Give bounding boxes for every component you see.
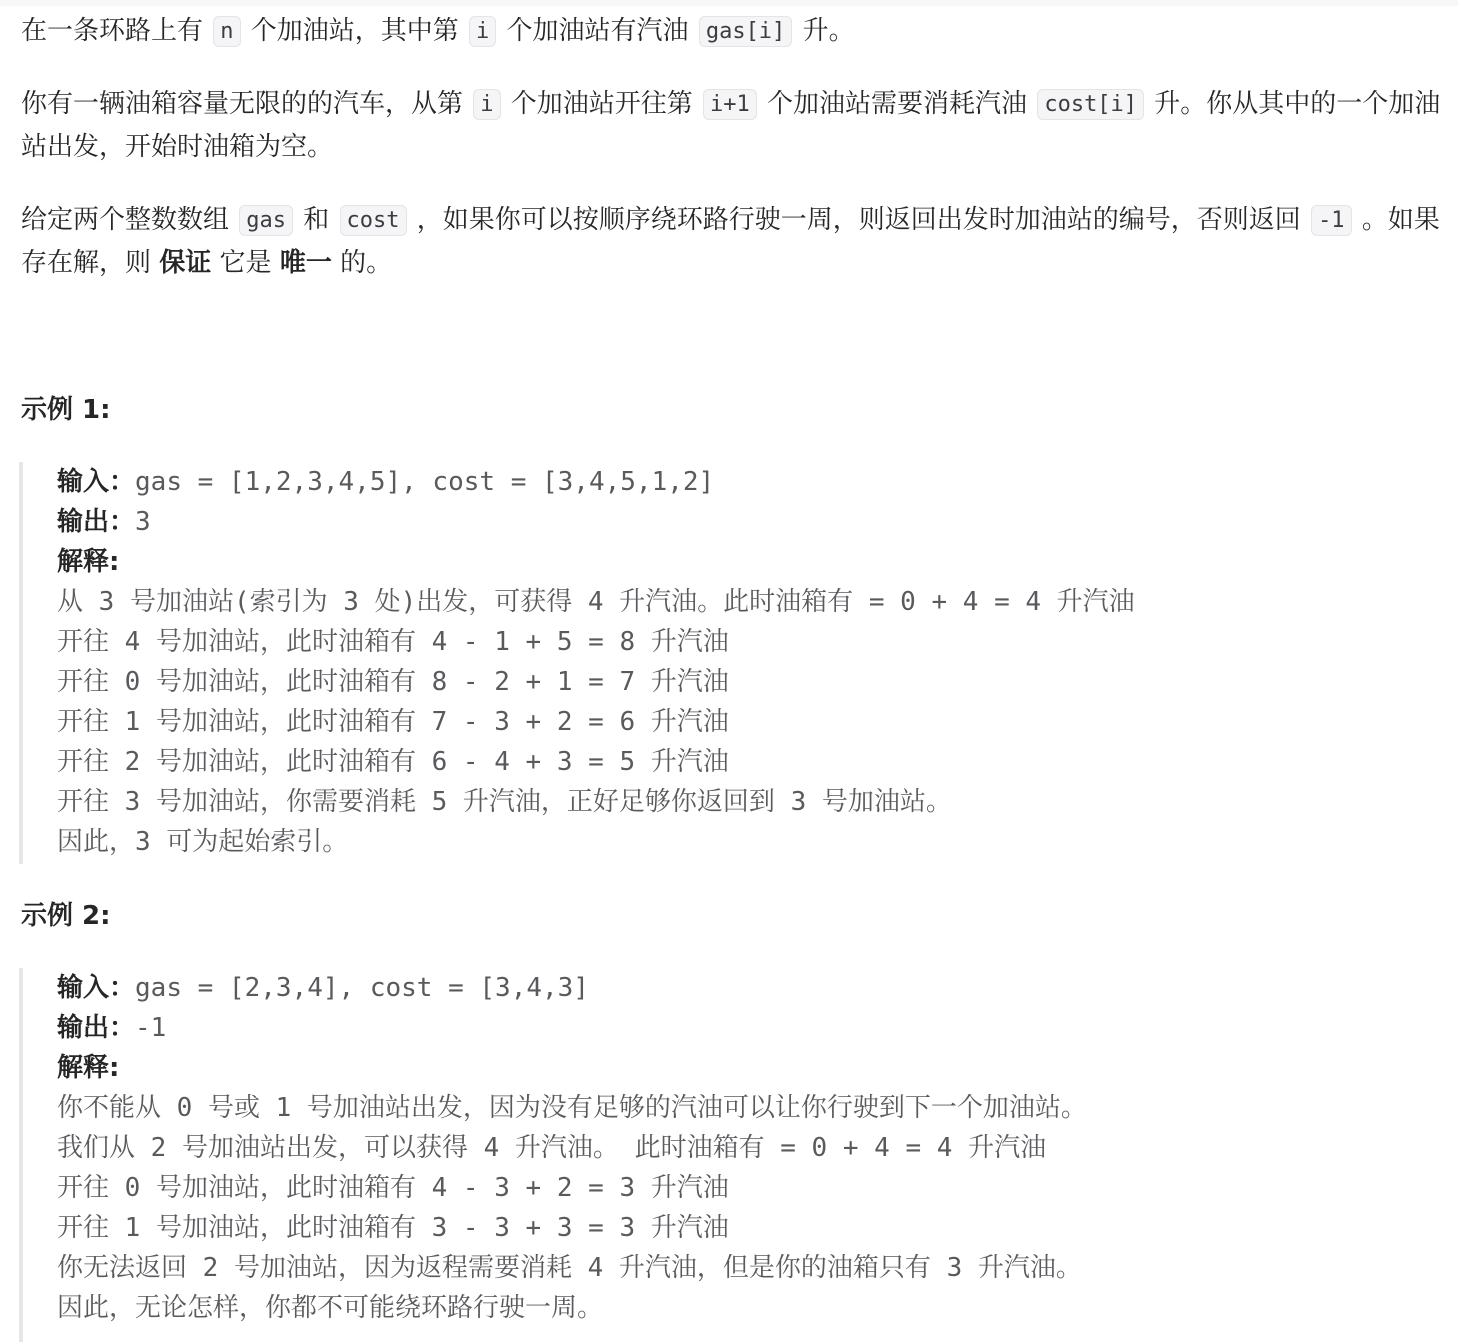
inline-code: cost[i] (1037, 89, 1144, 120)
input-label: 输入： (57, 467, 136, 497)
output-label: 输出： (57, 1013, 136, 1043)
explanation-line: 开往 4 号加油站，此时油箱有 4 - 1 + 5 = 8 升汽油 (57, 627, 729, 657)
text-run: 个加油站需要消耗汽油 (758, 89, 1036, 119)
inline-code: i+1 (703, 89, 757, 120)
text-run: 个加油站有汽油 (498, 16, 697, 46)
description-paragraph-3 (21, 199, 1441, 284)
explain-label: 解释: (57, 1053, 120, 1083)
explanation-line: 开往 1 号加油站，此时油箱有 3 - 3 + 3 = 3 升汽油 (57, 1213, 729, 1243)
example-1-block (19, 462, 1439, 864)
output-value: -1 (135, 1013, 167, 1043)
input-value: gas = [2,3,4], cost = [3,4,3] (135, 973, 589, 1003)
input-value: gas = [1,2,3,4,5], cost = [3,4,5,1,2] (135, 467, 715, 497)
text-run: ，如果你可以按顺序绕环路行驶一周，则返回出发时加油站的编号，否则返回 (408, 205, 1310, 235)
explanation-line: 开往 1 号加油站，此时油箱有 7 - 3 + 2 = 6 升汽油 (57, 707, 729, 737)
example-2-title: 示例 2: (21, 901, 111, 931)
description-paragraph-1 (21, 10, 1441, 53)
example-output-line (57, 502, 1439, 542)
explanation-line: 开往 0 号加油站，此时油箱有 4 - 3 + 2 = 3 升汽油 (57, 1173, 729, 1203)
top-divider (0, 0, 1458, 6)
explanation-line: 从 3 号加油站(索引为 3 处)出发，可获得 4 升汽油。此时油箱有 = 0 + 4 = 4 升汽油 (57, 587, 1135, 617)
inline-code: n (213, 16, 240, 47)
example-explain-line (57, 1048, 1439, 1088)
example-1-title: 示例 1: (21, 395, 111, 425)
text-run: 个加油站开往第 (502, 89, 702, 119)
inline-code: i (473, 89, 500, 120)
text-run: 它是 (211, 248, 280, 278)
output-label: 输出： (57, 507, 136, 537)
text-run: 个加油站，其中第 (242, 16, 468, 46)
explain-label: 解释: (57, 547, 120, 577)
text-run: 的。 (331, 248, 393, 278)
text-run: 和 (295, 205, 338, 235)
example-explain-line (57, 542, 1439, 582)
bold-text: 唯一 (279, 248, 332, 278)
explanation-line: 因此，3 可为起始索引。 (57, 827, 349, 857)
explanation-line: 开往 0 号加油站，此时油箱有 8 - 2 + 1 = 7 升汽油 (57, 667, 729, 697)
text-run: 。如果存在解，则 (21, 205, 1440, 278)
inline-code: cost (340, 205, 407, 236)
explanation-line: 开往 3 号加油站，你需要消耗 5 升汽油，正好足够你返回到 3 号加油站。 (57, 787, 952, 817)
description-paragraph-2 (21, 83, 1441, 168)
text-run: 升。 (794, 16, 855, 46)
explanation-line: 你不能从 0 号或 1 号加油站出发，因为没有足够的汽油可以让你行驶到下一个加油站。 (57, 1093, 1087, 1123)
explanation-line: 开往 2 号加油站，此时油箱有 6 - 4 + 3 = 5 升汽油 (57, 747, 729, 777)
inline-code: -1 (1311, 205, 1352, 236)
example-output-line (57, 1008, 1439, 1048)
bold-text: 保证 (159, 248, 212, 278)
inline-code: gas[i] (699, 16, 792, 47)
explanation-line: 因此，无论怎样，你都不可能绕环路行驶一周。 (57, 1293, 604, 1323)
explanation-line: 你无法返回 2 号加油站，因为返程需要消耗 4 升汽油，但是你的油箱只有 3 升汽油。 (57, 1253, 1082, 1283)
text-run: 升。你从其中的一个加油站出发，开始时油箱为空。 (21, 89, 1441, 162)
text-run: 在一条环路上有 (21, 16, 212, 46)
input-label: 输入： (57, 973, 136, 1003)
inline-code: i (469, 16, 496, 47)
text-run: 你有一辆油箱容量无限的的汽车，从第 (21, 89, 472, 119)
example-input-line (57, 462, 1439, 502)
explanation-line: 我们从 2 号加油站出发，可以获得 4 升汽油。 此时油箱有 = 0 + 4 = 4 升汽油 (57, 1133, 1047, 1163)
text-run: 给定两个整数数组 (21, 205, 238, 235)
output-value: 3 (135, 507, 151, 537)
example-input-line (57, 968, 1439, 1008)
inline-code: gas (239, 205, 293, 236)
example-2-block (19, 968, 1439, 1342)
